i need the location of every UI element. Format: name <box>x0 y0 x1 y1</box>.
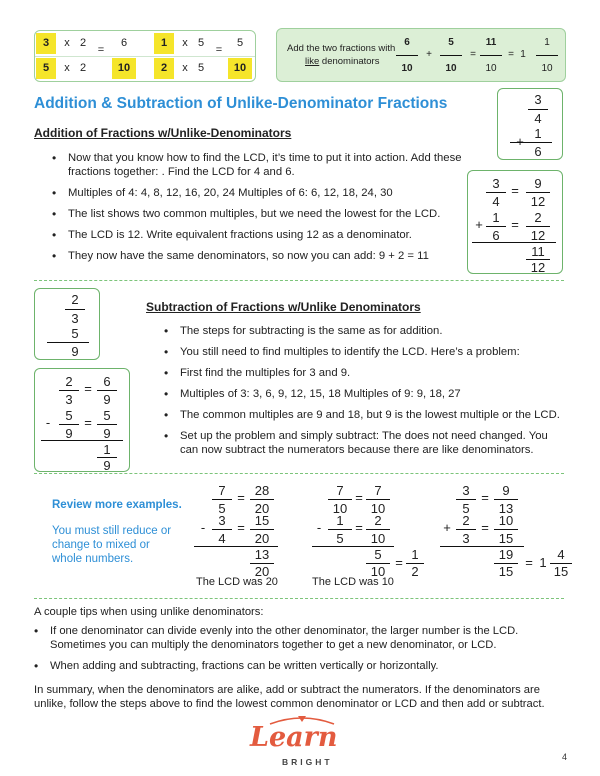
addition-bullet-1: • Now that you know how to find the LCD, it’s time to put it into action. Add these fractions together: . Find the LCD for 4 and 6. <box>52 151 462 179</box>
addition-problem-box <box>497 88 563 160</box>
subs-eq2: = <box>84 415 92 430</box>
tip-bullet-2: • When adding and subtracting, fractions can be written vertically or horizontally. <box>34 659 566 673</box>
sub-d1: 3 <box>71 311 79 326</box>
ex2-j: 10 <box>370 564 386 579</box>
subs-i: 1 <box>103 442 111 457</box>
like-fractions-row <box>396 36 561 80</box>
subs-bar1a <box>59 390 79 391</box>
ex3-h: 15 <box>498 531 514 546</box>
ex1-h: 20 <box>254 531 270 546</box>
subs-c: 6 <box>103 374 111 389</box>
logo-word: Learn <box>250 722 338 753</box>
tl-r2-c3: 2 <box>79 62 87 74</box>
ex3-l: 15 <box>553 564 569 579</box>
ex2-e: 1 <box>336 513 344 528</box>
ex2-i: 5 <box>374 547 382 562</box>
ex1-d: 20 <box>254 501 270 516</box>
ex3-whole: 1 <box>539 555 547 570</box>
tr-n1: 6 <box>404 37 410 48</box>
adds-eq1: = <box>511 183 519 198</box>
tr-n4: 1 <box>544 37 550 48</box>
adds-bar2b <box>526 226 550 227</box>
tr-bar2 <box>440 55 462 56</box>
tl-r2-c10: 10 <box>228 58 252 79</box>
add-bar2 <box>510 142 552 143</box>
ex3-bar2b <box>494 529 518 530</box>
addition-bullet-4: • The LCD is 12. Write equivalent fractions using 12 as a denominator. <box>52 228 462 242</box>
adds-bar1a <box>486 192 506 193</box>
logo-sub: BRIGHT <box>282 757 333 767</box>
subs-d: 9 <box>103 392 111 407</box>
like-box-label-rest: denominators <box>319 56 380 67</box>
ex1-bar2a <box>212 529 232 530</box>
adds-sum-bar <box>472 242 556 243</box>
ex3-eq1: = <box>481 490 489 505</box>
page-number: 4 <box>562 752 568 762</box>
review-note: You must still reduce or change to mixed or whole numbers. <box>52 525 172 565</box>
ex1-op: - <box>200 520 206 535</box>
ex2-b: 10 <box>332 501 348 516</box>
adds-c: 9 <box>534 176 542 191</box>
like-word: like <box>305 56 320 67</box>
example-2 <box>310 480 430 580</box>
tl-r1-c6: 1 <box>154 33 174 54</box>
ex3-g: 10 <box>498 513 514 528</box>
ex3-eq2: = <box>481 520 489 535</box>
ex1-b: 5 <box>218 501 226 516</box>
add-bar1 <box>528 109 548 110</box>
subtraction-bullet-6: • Set up the problem and simply subtract: The does not need changed. You can now subtract the numerators because there are like denominators. <box>164 429 566 457</box>
ex2-g: 2 <box>374 513 382 528</box>
tr-plus: + <box>426 49 432 60</box>
adds-bar1b <box>526 192 550 193</box>
subtraction-bullet-2: • You still need to find multiples to identify the LCD. Here’s a problem: <box>164 345 566 359</box>
ex2-f: 5 <box>336 531 344 546</box>
tr-bar1 <box>396 55 418 56</box>
ex2-bar2a <box>328 529 352 530</box>
subtraction-solution-box <box>34 368 130 472</box>
tips-intro: A couple tips when using unlike denominators: <box>34 606 264 618</box>
tr-whole: 1 <box>520 49 526 60</box>
sub-bar1 <box>65 309 85 310</box>
subtraction-bullet-1: • The steps for subtracting is the same as for addition. <box>164 324 566 338</box>
adds-bar2a <box>486 226 506 227</box>
ex2-eq2: = <box>355 520 363 535</box>
ex3-bar2a <box>456 529 476 530</box>
ex1-a: 7 <box>218 483 226 498</box>
tr-n3: 11 <box>485 37 497 48</box>
ex1-eq2: = <box>237 520 245 535</box>
ex2-op: - <box>316 520 322 535</box>
tip-bullet-1: • If one denominator can divide evenly into the other denominator, the larger number is the LCD. Sometimes you can multiply the denominators together to get a new denominator, or LCD. <box>34 624 566 652</box>
ex3-bar1a <box>456 499 476 500</box>
add-n1: 3 <box>534 92 542 107</box>
add-d1: 4 <box>534 111 542 126</box>
ex3-k: 4 <box>557 547 565 562</box>
adds-e: 1 <box>492 210 500 225</box>
tr-bar4 <box>536 55 558 56</box>
ex2-a: 7 <box>336 483 344 498</box>
ex2-d: 10 <box>370 501 386 516</box>
ex2-c: 7 <box>374 483 382 498</box>
subs-h: 9 <box>103 426 111 441</box>
tl-r1-c1: 3 <box>36 33 56 54</box>
ex3-d: 13 <box>498 501 514 516</box>
addition-bullet-5: • They now have the same denominators, so now you can add: 9 + 2 = 11 <box>52 249 462 263</box>
ex3-j: 15 <box>498 564 514 579</box>
sub-d2: 9 <box>71 344 79 359</box>
adds-g: 2 <box>534 210 542 225</box>
add-plus: + <box>516 134 524 149</box>
example-2-caption: The LCD was 10 <box>312 576 394 588</box>
tips-bullets <box>34 624 566 680</box>
ex1-bar1a <box>212 499 232 500</box>
example-1-caption: The LCD was 20 <box>196 576 278 588</box>
ex2-eq1: = <box>355 490 363 505</box>
addition-bullet-3: • The list shows two common multiples, but we need the lowest for the LCD. <box>52 207 462 221</box>
tl-r1-c8: 5 <box>197 37 205 49</box>
sub-n2: 5 <box>71 326 79 341</box>
sub-bar2 <box>47 342 89 343</box>
ex3-b: 5 <box>462 501 470 516</box>
tl-r2-c1: 5 <box>36 58 56 79</box>
ex2-eq3: = <box>395 555 403 570</box>
add-n2: 1 <box>534 126 542 141</box>
ex3-e: 2 <box>462 513 470 528</box>
addition-solution-box <box>467 170 563 274</box>
ex3-eq3: = <box>525 555 533 570</box>
subs-a: 2 <box>65 374 73 389</box>
section-divider-2 <box>34 473 564 474</box>
subtraction-problem-box <box>34 288 100 360</box>
subs-diff-bar <box>41 440 123 441</box>
ex2-l: 2 <box>411 564 419 579</box>
tl-r2-c6: 2 <box>154 58 174 79</box>
tr-eq2: = <box>508 49 514 60</box>
tl-r1-c2: x <box>64 37 70 49</box>
tl-r1-c5: 6 <box>120 37 128 49</box>
tl-r2-c7: x <box>182 62 188 74</box>
tl-r1-c7: x <box>182 37 188 49</box>
tr-bar3 <box>480 55 502 56</box>
page-title: Addition & Subtraction of Unlike-Denominator Fractions <box>34 95 448 112</box>
like-box-label-2 <box>305 56 379 67</box>
tl-r2-c5: 10 <box>112 58 136 79</box>
tl-r1-c9: = <box>215 44 223 56</box>
ex2-bar1a <box>328 499 352 500</box>
ex3-bar1b <box>494 499 518 500</box>
tr-n2: 5 <box>448 37 454 48</box>
adds-d: 12 <box>530 194 546 209</box>
adds-eq2: = <box>511 217 519 232</box>
addition-heading: Addition of Fractions w/Unlike-Denominators <box>34 126 292 140</box>
addition-bullet-2: • Multiples of 4: 4, 8, 12, 16, 20, 24 Multiples of 6: 6, 12, 18, 24, 30 <box>52 186 462 200</box>
tr-d4: 10 <box>541 63 553 74</box>
like-box-label-1: Add the two fractions with <box>287 43 396 54</box>
sub-n1: 2 <box>71 292 79 307</box>
ex2-result-bar <box>312 546 394 547</box>
ex2-k: 1 <box>411 547 419 562</box>
subs-bar1b <box>97 390 117 391</box>
tl-r1-c10: 5 <box>236 37 244 49</box>
subs-bar2a <box>59 424 79 425</box>
subs-f: 9 <box>65 426 73 441</box>
subs-bar2b <box>97 424 117 425</box>
subs-g: 5 <box>103 408 111 423</box>
adds-i: 11 <box>531 244 545 259</box>
section-divider-1 <box>34 280 564 281</box>
summary-paragraph: In summary, when the denominators are alike, add or subtract the numerators. If the denominators are unlike, follow the steps above to find the lowest common denominator or LCD and then add or subtract. <box>34 684 545 710</box>
subs-minus: - <box>45 415 51 430</box>
tr-d3: 10 <box>485 63 497 74</box>
ex3-c: 9 <box>502 483 510 498</box>
ex1-g: 15 <box>254 513 270 528</box>
subtraction-bullets <box>164 324 566 464</box>
ex3-f: 3 <box>462 531 470 546</box>
subs-j: 9 <box>103 458 111 473</box>
ex1-f: 4 <box>218 531 226 546</box>
section-divider-3 <box>34 598 564 599</box>
subtraction-bullet-5: • The common multiples are 9 and 18, but 9 is the lowest multiple or the LCD. <box>164 408 566 422</box>
adds-b: 4 <box>492 194 500 209</box>
subtraction-bullet-3: • First find the multiples for 3 and 9. <box>164 366 566 380</box>
sub-minus: - <box>54 334 60 349</box>
subtraction-bullet-4: • Multiples of 3: 3, 6, 9, 12, 15, 18 Multiples of 9: 9, 18, 27 <box>164 387 566 401</box>
tl-r1-c4: = <box>97 44 105 56</box>
adds-j: 12 <box>530 260 546 275</box>
ex3-i: 19 <box>498 547 514 562</box>
review-heading: Review more examples. <box>52 499 182 511</box>
adds-h: 12 <box>530 228 546 243</box>
subs-e: 5 <box>65 408 73 423</box>
subs-eq1: = <box>84 381 92 396</box>
ex1-c: 28 <box>254 483 270 498</box>
add-d2: 6 <box>534 144 542 159</box>
ex3-op: + <box>443 520 451 535</box>
subs-b: 3 <box>65 392 73 407</box>
addition-bullets <box>52 151 462 270</box>
ex1-i: 13 <box>254 547 270 562</box>
ex3-a: 3 <box>462 483 470 498</box>
tl-r1-c3: 2 <box>79 37 87 49</box>
subtraction-heading: Subtraction of Fractions w/Unlike Denominators <box>146 300 421 314</box>
learn-bright-logo <box>244 714 360 770</box>
ex1-bar1b <box>250 499 274 500</box>
adds-plus: + <box>475 217 483 232</box>
ex1-j: 20 <box>254 564 270 579</box>
example-3 <box>438 480 578 580</box>
tr-d1: 10 <box>401 63 413 74</box>
ex2-h: 10 <box>370 531 386 546</box>
example-1 <box>190 480 290 580</box>
tl-r2-c8: 5 <box>197 62 205 74</box>
adds-a: 3 <box>492 176 500 191</box>
ex2-bar1b <box>366 499 390 500</box>
ex1-e: 3 <box>218 513 226 528</box>
tr-d2: 10 <box>445 63 457 74</box>
ex2-bar2b <box>366 529 390 530</box>
adds-f: 6 <box>492 228 500 243</box>
tl-r2-c2: x <box>64 62 70 74</box>
tr-eq1: = <box>470 49 476 60</box>
ex1-bar2b <box>250 529 274 530</box>
ex1-eq1: = <box>237 490 245 505</box>
